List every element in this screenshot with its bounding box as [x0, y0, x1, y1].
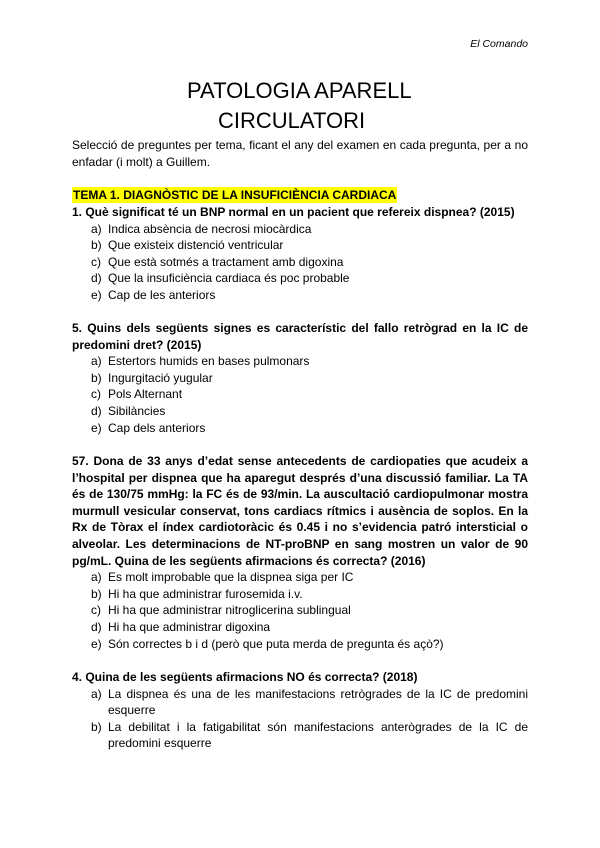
- option-text: La debilitat i la fatigabilitat són manifestacions anterògrades de la IC de predomini esquerre: [108, 719, 528, 751]
- option-list: [72, 569, 528, 652]
- intro-paragraph: Selecció de preguntes per tema, ficant el any del examen en cada pregunta, per a no enfadar (i molt) a Guillem.: [72, 138, 528, 169]
- question-block: [72, 320, 528, 436]
- option-text: Són correctes b i d (però que puta merda de pregunta és açò?): [108, 636, 444, 651]
- answer-option: [72, 370, 528, 387]
- option-text: Hi ha que administrar furosemida i.v.: [108, 586, 303, 601]
- option-letter: b): [91, 719, 102, 734]
- option-text: Cap dels anteriors: [108, 420, 206, 435]
- answer-option: [72, 619, 528, 636]
- answer-option: [72, 586, 528, 603]
- option-text: Hi ha que administrar digoxina: [108, 619, 271, 634]
- option-letter: b): [91, 370, 102, 385]
- question-text: 5. Quins dels següents signes es característic del fallo retrògrad en la IC de predomini dret? (2015): [72, 321, 528, 352]
- option-text: Estertors humids en bases pulmonars: [108, 354, 310, 369]
- option-text: Que la insuficiència cardiaca és poc probable: [108, 271, 350, 286]
- option-text: Que està sotmés a tractament amb digoxina: [108, 254, 344, 269]
- question-text: 57. Dona de 33 anys d’edat sense antecedents de cardiopaties que acudeix a l’hospital per dispnea que ha aparegut després d’una discussió familiar. La TA és de 130/75 mmHg: la FC és de 93/min. La auscultació cardiopulmonar mostra murmull vesicular conservat, tons cardiacs rítmics i ausència de soplos. En la Rx de Tòrax el índex cardiotoràcic és 0.45 i no s’evidencia patró intersticial o alveolar. Les determinacions de NT-proBNP en sang mostren un valor de 90 pg/mL. Quina de les següents afirmacions és correcta? (2016): [72, 454, 528, 568]
- answer-option: [72, 254, 528, 271]
- option-list: [72, 353, 528, 436]
- question-text: 4. Quina de les següents afirmacions NO és correcta? (2018): [72, 670, 418, 684]
- question-block: [72, 204, 528, 304]
- option-letter: d): [91, 619, 102, 634]
- option-letter: c): [91, 254, 101, 269]
- option-text: Ingurgitació yugular: [108, 370, 213, 385]
- option-letter: e): [91, 287, 102, 302]
- answer-option: [72, 636, 528, 653]
- answer-option: [72, 237, 528, 254]
- option-letter: c): [91, 603, 101, 618]
- question-text: 1. Què significat té un BNP normal en un pacient que refereix dispnea? (2015): [72, 205, 515, 219]
- answer-option: [72, 569, 528, 586]
- answer-option: [72, 719, 528, 752]
- answer-option: [72, 270, 528, 287]
- answer-option: [72, 353, 528, 370]
- option-letter: d): [91, 403, 102, 418]
- option-text: Sibilàncies: [108, 403, 166, 418]
- page-title-line-1: PATOLOGIA APARELL: [187, 78, 412, 103]
- section-heading: TEMA 1. DIAGNÒSTIC DE LA INSUFICIÈNCIA CARDIACA: [73, 188, 397, 202]
- answer-option: [72, 602, 528, 619]
- option-letter: a): [91, 686, 102, 701]
- option-letter: a): [91, 221, 102, 236]
- option-letter: b): [91, 238, 102, 253]
- option-letter: d): [91, 271, 102, 286]
- option-text: La dispnea és una de les manifestacions retrògrades de la IC de predomini esquerre: [108, 686, 528, 718]
- option-list: [72, 221, 528, 304]
- option-letter: b): [91, 586, 102, 601]
- option-text: Es molt improbable que la dispnea siga per IC: [108, 570, 354, 585]
- answer-option: [72, 686, 528, 719]
- option-letter: e): [91, 636, 102, 651]
- option-letter: c): [91, 387, 101, 402]
- option-text: Indica absència de necrosi miocàrdica: [108, 221, 312, 236]
- answer-option: [72, 420, 528, 437]
- answer-option: [72, 386, 528, 403]
- option-text: Que existeix distenció ventricular: [108, 238, 284, 253]
- option-list: [72, 686, 528, 752]
- option-text: Pols Alternant: [108, 387, 183, 402]
- header-tag: El Comando: [470, 38, 528, 50]
- option-letter: a): [91, 570, 102, 585]
- page-title-line-2: CIRCULATORI: [218, 108, 366, 133]
- answer-option: [72, 403, 528, 420]
- option-letter: a): [91, 354, 102, 369]
- question-block: [72, 453, 528, 652]
- option-text: Cap de les anteriors: [108, 287, 216, 302]
- answer-option: [72, 287, 528, 304]
- answer-option: [72, 221, 528, 238]
- option-text: Hi ha que administrar nitroglicerina sublingual: [108, 603, 351, 618]
- question-block: [72, 669, 528, 752]
- option-letter: e): [91, 420, 102, 435]
